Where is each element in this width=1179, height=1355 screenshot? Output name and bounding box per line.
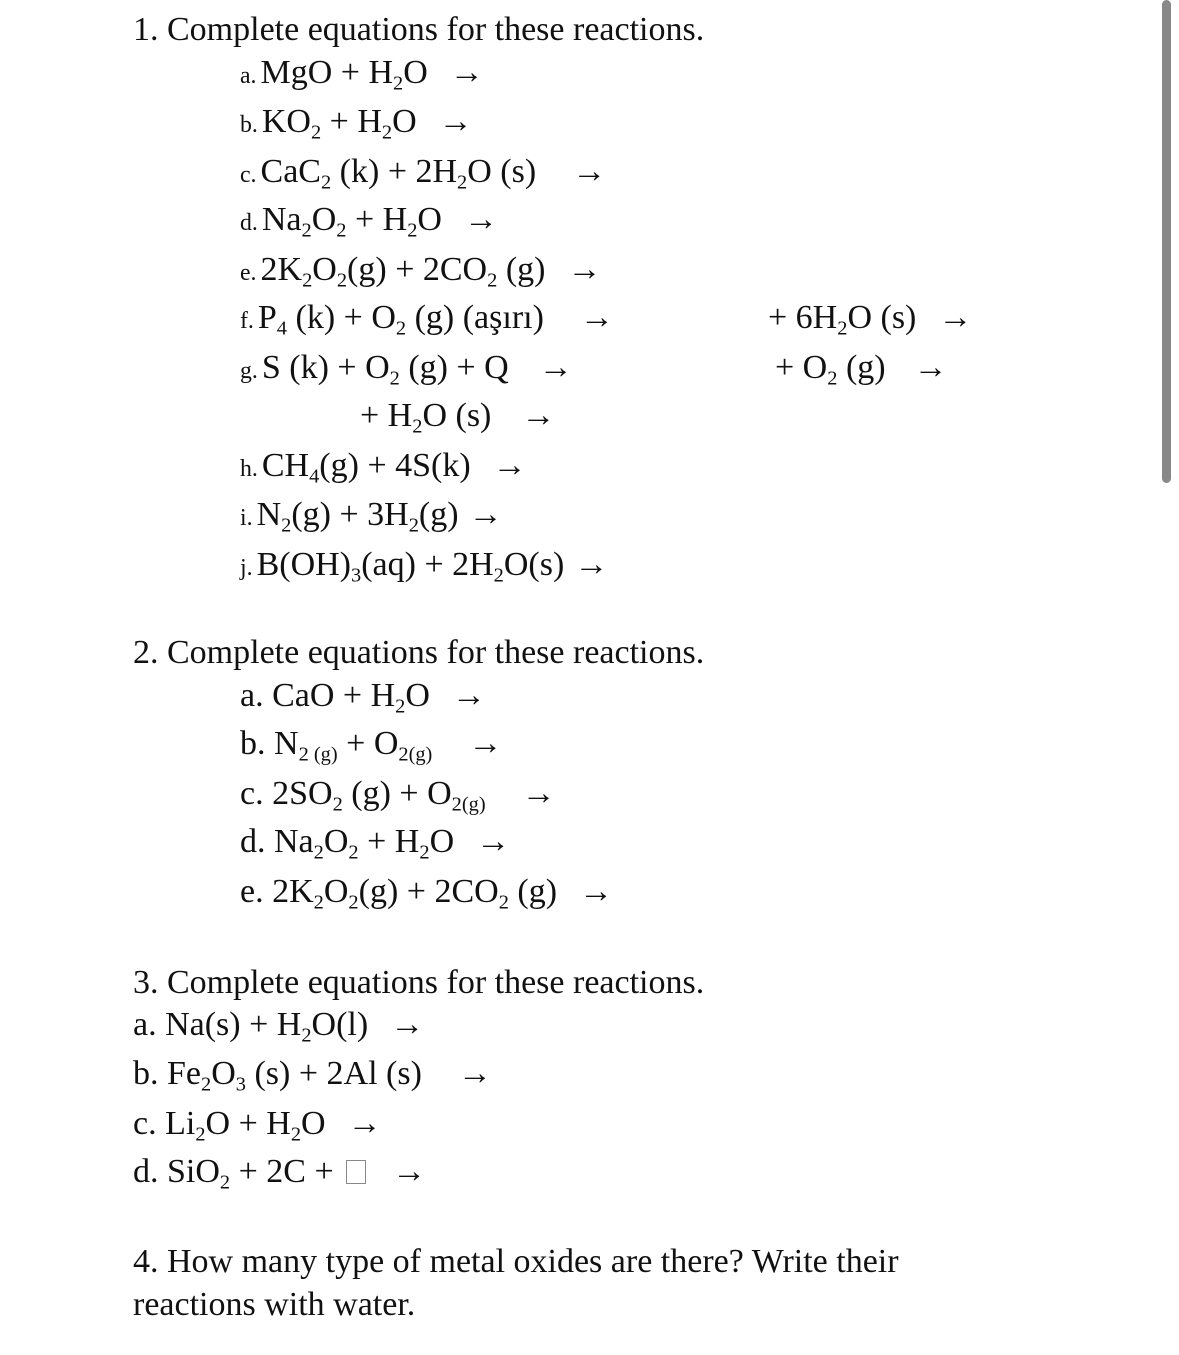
- arrow-icon: →: [392, 1153, 427, 1190]
- q1-item-a: a. MgO + $H_2O$ →: [240, 54, 484, 95]
- q3-item-a: a. $Na(s) + H_2O(l)$ →: [133, 1006, 425, 1047]
- q3-item-b: b. $Fe_2O_3$ (s) + 2Al (s) →: [133, 1055, 492, 1096]
- q1-title: 1. Complete equations for these reactions.: [133, 11, 705, 48]
- arrow-icon: →: [572, 153, 607, 190]
- arrow-icon: →: [913, 349, 948, 386]
- q3-title: 3. Complete equations for these reactions.: [133, 964, 705, 1001]
- q1-item-g: g. S $(k) + O_2$ (g) + Q →: [240, 349, 573, 390]
- q1-item-i: i. $N_2(g) + 3H_2(g)$ →: [240, 496, 503, 537]
- q3-item-c: c. $Li_2O + H_2O$ →: [133, 1105, 382, 1146]
- q2-item-c: c. $2SO_2$ $(g) + O_{2(g)}$ →: [240, 775, 556, 816]
- q1-item-f-extra: + $6H_2O$ (s) →: [768, 299, 973, 340]
- missing-glyph-box-icon: [346, 1160, 366, 1184]
- scrollbar[interactable]: [1162, 0, 1171, 483]
- q1-item-c: c. CaC$_2$ $(k) + 2H_2O$ (s) →: [240, 153, 607, 194]
- arrow-icon: →: [451, 677, 486, 714]
- arrow-icon: →: [574, 546, 609, 583]
- arrow-icon: →: [538, 349, 573, 386]
- arrow-icon: →: [567, 251, 602, 288]
- arrow-icon: →: [521, 775, 556, 812]
- arrow-icon: →: [492, 447, 527, 484]
- q2-item-e: e. $2K_2O_2(g) + 2CO_2$ (g) →: [240, 873, 614, 914]
- arrow-icon: →: [463, 201, 498, 238]
- q2-item-b: b. $N_{2 (g)} + O_{2(g)}$ →: [240, 725, 503, 766]
- arrow-icon: →: [938, 299, 973, 336]
- arrow-icon: →: [579, 299, 614, 336]
- q1-item-j: j. $B(OH)_3(aq) + 2H_2O(s)$ →: [240, 546, 609, 587]
- q1-item-f: f. $P_4$ $(k) + O_2$ (g) (aşırı) →: [240, 299, 614, 340]
- q1-item-g2: + $H_2O$ (s) →: [360, 397, 556, 438]
- q4-line1: 4. How many type of metal oxides are there? Write their: [133, 1243, 899, 1280]
- q2-item-d: d. $Na_2O_2 + H_2O$ →: [240, 823, 511, 864]
- arrow-icon: →: [449, 54, 484, 91]
- arrow-icon: →: [347, 1105, 382, 1142]
- q2-item-a: a. CaO + $H_2O$ →: [240, 677, 486, 718]
- arrow-icon: →: [468, 725, 503, 762]
- arrow-icon: →: [468, 496, 503, 533]
- arrow-icon: →: [457, 1055, 492, 1092]
- arrow-icon: →: [390, 1006, 425, 1043]
- arrow-icon: →: [521, 397, 556, 434]
- q1-item-g-extra: + $O_2$ (g) →: [775, 349, 948, 390]
- q1-item-e: e. $2K_2O_2(g) + 2CO_2$ (g) →: [240, 251, 602, 292]
- q1-item-h: h. $CH_4(g) + 4S(k)$ →: [240, 447, 527, 488]
- arrow-icon: →: [476, 823, 511, 860]
- q2-title: 2. Complete equations for these reactions.: [133, 634, 705, 671]
- q1-item-d: d. $Na_2O_2 + H_2O$ →: [240, 201, 498, 242]
- q4-line2: reactions with water.: [133, 1286, 416, 1323]
- arrow-icon: →: [579, 873, 614, 910]
- q3-item-d: d. SiO$_2$ + 2C + →: [133, 1153, 427, 1194]
- arrow-icon: →: [438, 103, 473, 140]
- q1-item-b: b. $KO_2 + H_2O$ →: [240, 103, 473, 144]
